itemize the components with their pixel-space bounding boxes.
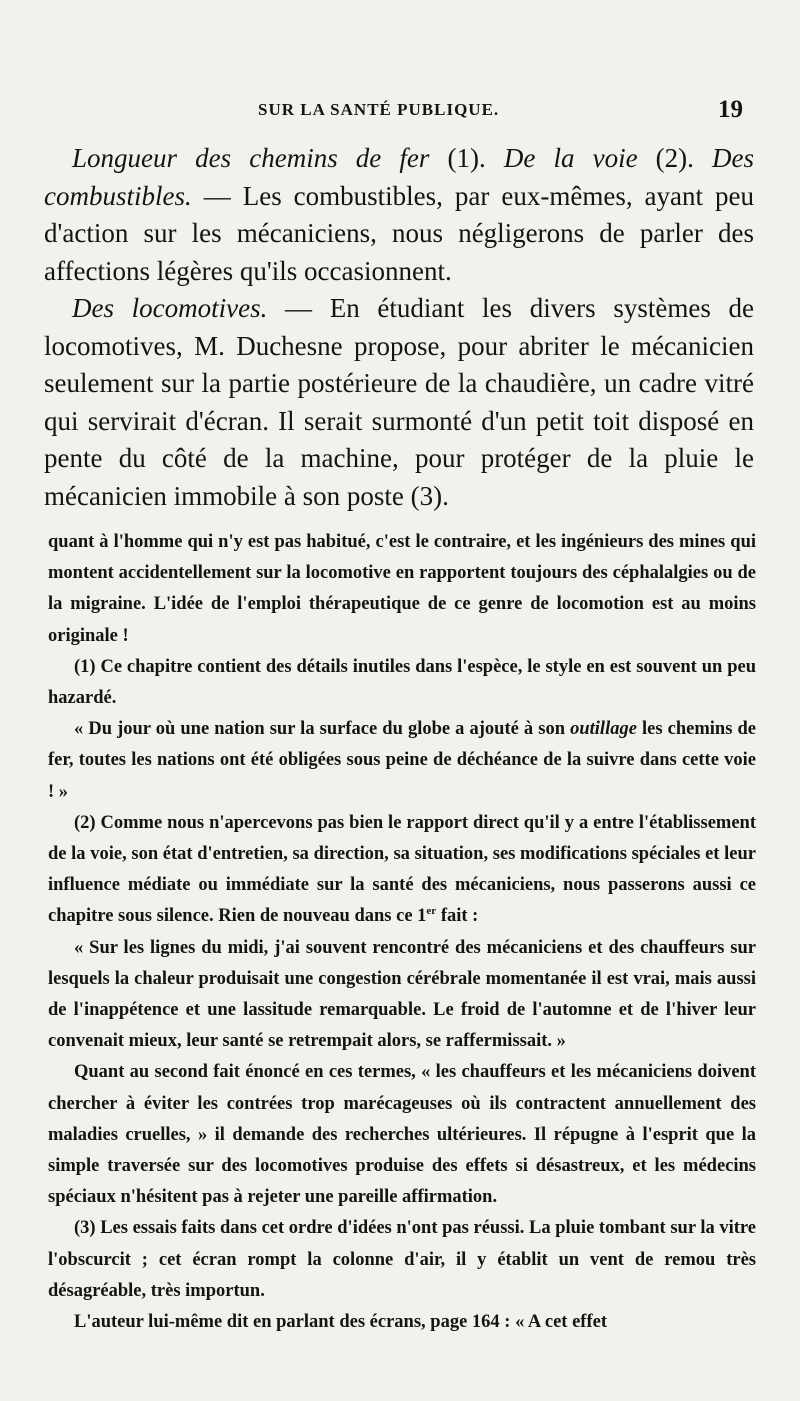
footnote-2-quote: « Sur les lignes du midi, j'ai souvent rencontré des mécaniciens et des chauffeurs sur lesquels la chaleur produisait une congestion cérébrale momentanée il est vrai, mais aussi de l'inappétence et une lassitude remarquable. Le froid de l'automne et de l'hiver leur convenait mieux, leur santé se retrempait alors, se raffermissait. » xyxy=(48,937,756,1052)
footnote-1: (1) Ce chapitre contient des détails inutiles dans l'espèce, le style en est souvent un peu hazardé. xyxy=(48,656,756,709)
footnote-2-superscript: er xyxy=(426,905,437,918)
main-text xyxy=(44,140,754,515)
running-head xyxy=(0,98,800,128)
paragraph-locomotives xyxy=(44,290,754,515)
heading-combustibles: Des combustibles. xyxy=(44,143,755,211)
heading-longueur: Longueur des chemins de fer xyxy=(72,143,430,173)
footnote-continuation: quant à l'homme qui n'y est pas habitué, c'est le contraire, et les ingénieurs des mines qui montent accidentellement sur la locomotive en rapportent toujours des céphalalgies ou de la migraine. L'idée de l'emploi thérapeutique de ce genre de locomotion est au moins originale ! xyxy=(48,532,756,646)
footnote-ref-2: (2). xyxy=(637,143,713,173)
footnote-2-text-end: fait : xyxy=(436,906,479,927)
footnote-3: (3) Les essais faits dans cet ordre d'idées n'ont pas réussi. La pluie tombant sur la vitre l'obscurcit ; cet écran rompt la colonne d'air, il y établit un vent de remou très désagréable, très importun. xyxy=(48,1218,756,1301)
footnote-3-last-line: L'auteur lui-même dit en parlant des écrans, page 164 : « A cet effet xyxy=(74,1312,607,1333)
footnote-1-quote-italic: outillage xyxy=(570,719,637,740)
page-number: 19 xyxy=(718,96,743,123)
heading-locomotives: Des locomotives. xyxy=(72,293,268,323)
footnote-2 xyxy=(48,808,756,933)
footnote-1-quote xyxy=(48,714,756,808)
footnote-2-commentary: Quant au second fait énoncé en ces termes, « les chauffeurs et les mécaniciens doivent chercher à éviter les contrées trop marécageuses où ils contractent annuellement des maladies cruelles, » il demande des recherches ultérieures. Il répugne à l'esprit que la simple traversée sur des locomotives produise des effets si désastreux, et les médecins spéciaux n'hésitent pas à rejeter une pareille affirmation. xyxy=(48,1062,756,1208)
paragraph-locomotives-text: — En étudiant les divers systèmes de locomotives, M. Duchesne propose, pour abriter le mécanicien seulement sur la partie postérieure de la chaudière, un cadre vitré qui servirait d'écran. Il serait surmonté d'un petit toit disposé en pente du côté de la machine, pour protéger de la pluie le mécanicien immobile à son poste (3). xyxy=(44,293,754,511)
footnote-1-quote-end: les chemins de fer, toutes les nations ont été obligées sous peine de déchéance de la suivre dans cette voie ! » xyxy=(48,719,756,802)
paragraph-combustibles-text: — Les combustibles, par eux-mêmes, ayant peu d'action sur les mécaniciens, nous négligerons de parler des affections légères qu'ils occasionnent. xyxy=(44,180,754,286)
footnotes xyxy=(48,527,756,1338)
footnote-2-text: (2) Comme nous n'apercevons pas bien le rapport direct qu'il y a entre l'établissement de la voie, son état d'entretien, sa direction, sa situation, ses modifications spéciales et leur influence médiate ou immédiate sur la santé des mécaniciens, nous passerons aussi ce chapitre sous silence. Rien de nouveau dans ce 1 xyxy=(48,812,756,927)
running-title: SUR LA SANTÉ PUBLIQUE. xyxy=(258,100,500,119)
footnote-1-quote-start: « Du jour où une nation sur la surface du globe a ajouté à son xyxy=(74,719,571,740)
footnote-ref-1: (1). xyxy=(429,143,504,173)
paragraph-longueur xyxy=(44,140,754,290)
heading-voie: De la voie xyxy=(503,143,638,173)
